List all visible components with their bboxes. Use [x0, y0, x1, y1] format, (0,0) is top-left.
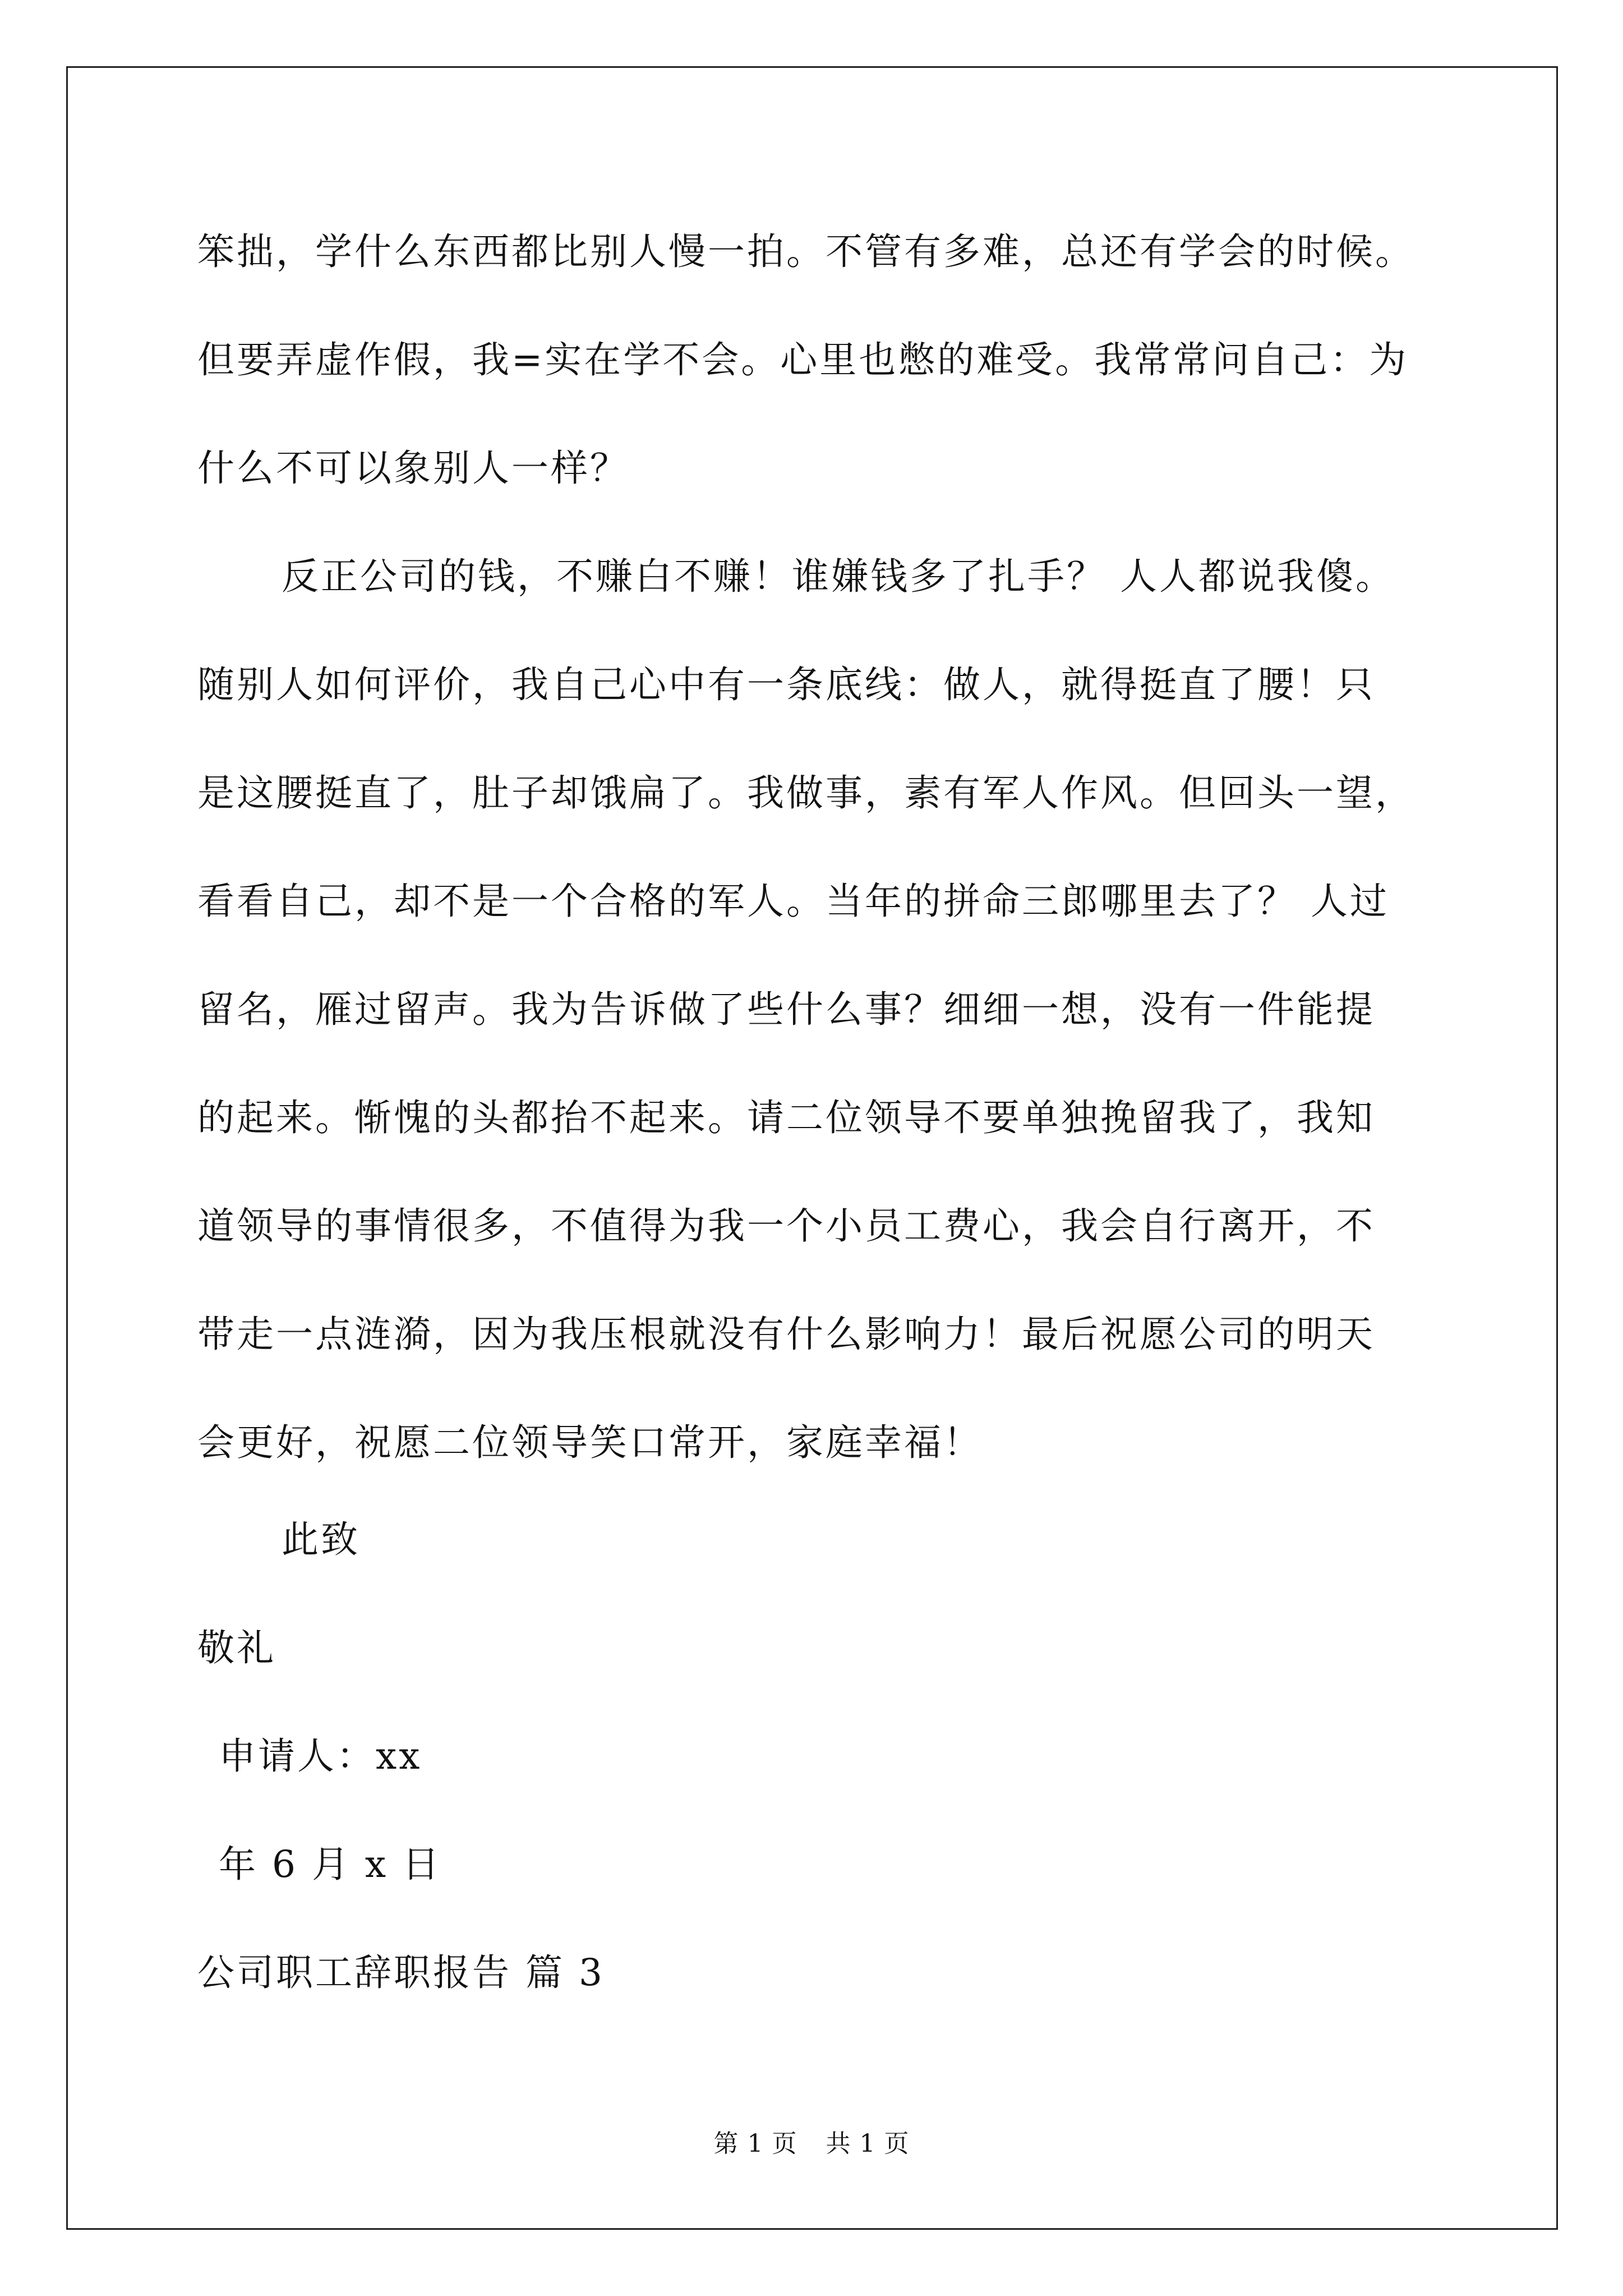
paragraph-2-line-4: 看看自己，却不是一个合格的军人。当年的拼命三郎哪里去了？ 人过	[197, 880, 1389, 923]
paragraph-1-line-3: 什么不可以象别人一样？	[197, 447, 629, 490]
page-footer	[0, 2127, 1623, 2161]
paragraph-2-line-9: 会更好，祝愿二位领导笑口常开，家庭幸福！	[197, 1421, 983, 1464]
page-number-total: 共 1 页	[826, 2129, 910, 2158]
applicant-signature: 申请人：xx	[219, 1734, 422, 1778]
paragraph-1-line-2: 但要弄虚作假，我=实在学不会。心里也憋的难受。我常常问自己：为	[197, 338, 1409, 381]
date-line: 年 6 月 x 日	[219, 1843, 442, 1886]
closing-salutation-2: 敬礼	[197, 1626, 276, 1669]
paragraph-2-line-6: 的起来。惭愧的头都抬不起来。请二位领导不要单独挽留我了，我知	[197, 1096, 1375, 1139]
paragraph-2-line-3: 是这腰挺直了，肚子却饿扁了。我做事，素有军人作风。但回头一望，	[197, 771, 1414, 815]
paragraph-2	[197, 522, 1459, 1497]
paragraph-2-line-2: 随别人如何评价，我自己心中有一条底线：做人，就得挺直了腰！只	[197, 663, 1375, 706]
paragraph-1	[197, 197, 1459, 522]
closing-salutation-1: 此致	[282, 1518, 360, 1561]
paragraph-2-line-1: 反正公司的钱，不赚白不赚！谁嫌钱多了扎手？ 人人都说我傻。	[282, 555, 1395, 598]
paragraph-2-line-5: 留名，雁过留声。我为告诉做了些什么事？细细一想，没有一件能提	[197, 988, 1375, 1031]
paragraph-2-line-7: 道领导的事情很多，不值得为我一个小员工费心，我会自行离开，不	[197, 1204, 1375, 1248]
paragraph-2-line-8: 带走一点涟漪，因为我压根就没有什么影响力！最后祝愿公司的明天	[197, 1313, 1375, 1356]
page-number-current: 第 1 页	[713, 2129, 797, 2158]
next-section-title: 公司职工辞职报告 篇 3	[197, 1951, 605, 1994]
paragraph-1-line-1: 笨拙，学什么东西都比别人慢一拍。不管有多难，总还有学会的时候。	[197, 230, 1414, 273]
